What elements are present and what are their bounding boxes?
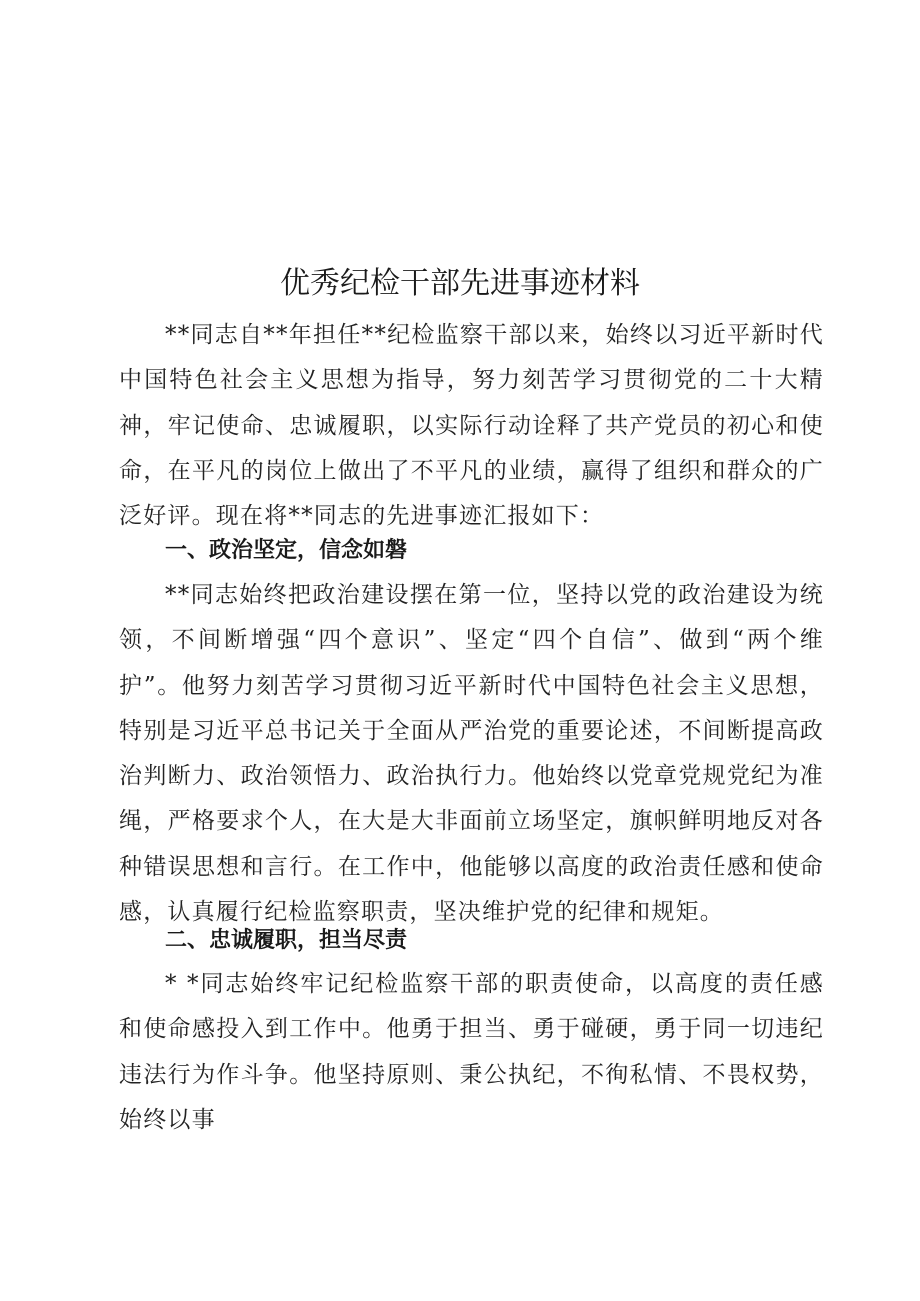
section-heading-duty: 二、忠诚履职，担当尽责 xyxy=(165,928,408,953)
section-heading-political: 一、政治坚定，信念如磐 xyxy=(165,538,408,563)
section-body-political: **同志始终把政治建设摆在第一位，坚持以党的政治建设为统领，不间断增强“四个意识”、坚定“四个自信”、做到“两个维护”。他努力刻苦学习贯彻习近平新时代中国特色社会主义思想，特别是习近平总书记关于全面从严治党的重要论述，不间断提高政治判断力、政治领悟力、政治执行力。他始终以党章党规党纪为准绳，严格要求个人，在大是大非面前立场坚定，旗帜鲜明地反对各种错误思想和言行。在工作中，他能够以高度的政治责任感和使命感，认真履行纪检监察职责，坚决维护党的纪律和规矩。 xyxy=(119,582,824,926)
intro-paragraph: **同志自**年担任**纪检监察干部以来，始终以习近平新时代中国特色社会主义思想为指导，努力刻苦学习贯彻党的二十大精神，牢记使命、忠诚履职，以实际行动诠释了共产党员的初心和使命，在平凡的岗位上做出了不平凡的业绩，赢得了组织和群众的广泛好评。现在将**同志的先进事迹汇报如下： xyxy=(119,322,824,530)
document-title: 优秀纪检干部先进事迹材料 xyxy=(280,266,640,301)
section-body-duty: * *同志始终牢记纪检监察干部的职责使命，以高度的责任感和使命感投入到工作中。他勇于担当、勇于碰硬，勇于同一切违纪违法行为作斗争。他坚持原则、秉公执纪，不徇私情、不畏权势，始终以事 xyxy=(119,971,824,1133)
